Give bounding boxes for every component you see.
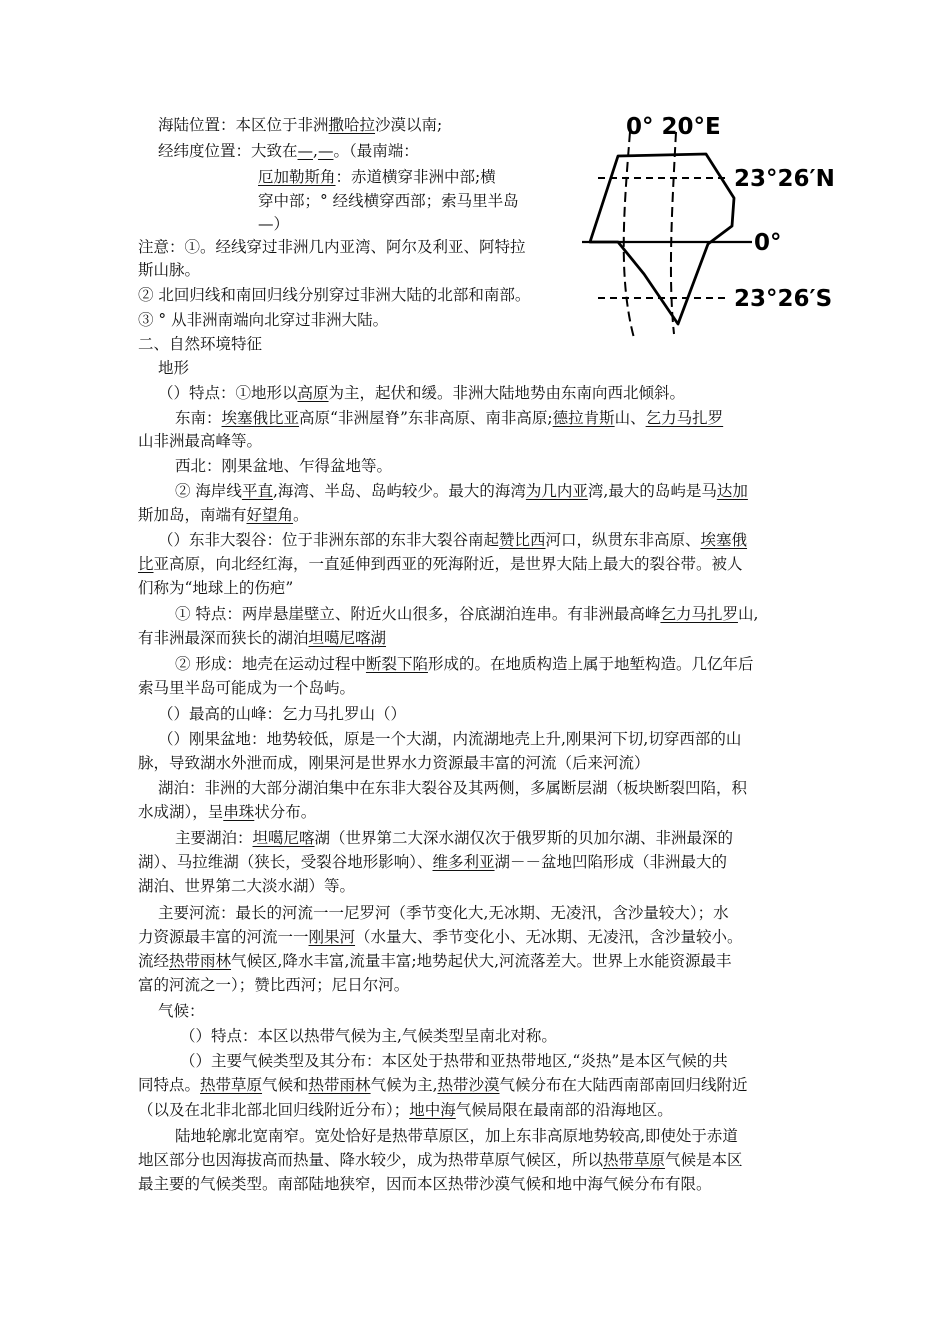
- rift-formation-cont: 索马里半岛可能成为一个岛屿。: [138, 679, 356, 697]
- climate-types-cont2: （以及在北非北部北回归线附近分布）；地中海气候局限在最南部的沿海地区。: [138, 1101, 673, 1119]
- rift-valley-cont2: 们称为“地球上的伤疤”: [138, 579, 294, 597]
- rift-formation: ② 形成：地壳在运动过程中断裂下陷形成的。在地质构造上属于地堑构造。几亿年后: [175, 655, 754, 673]
- terrain-heading: 地形: [158, 359, 190, 377]
- climate-feature: （）特点：本区以热带气候为主,气候类型呈南北对称。: [180, 1027, 557, 1045]
- climate-types-cont: 同特点。热带草原气候和热带雨林气候为主,热带沙漠气候分布在大陆西南部南回归线附近: [138, 1076, 748, 1094]
- meridian-20e-line: [671, 132, 676, 334]
- lakes-cont: 水成湖），呈串珠状分布。: [138, 803, 317, 821]
- line-somalia: —）: [258, 215, 290, 233]
- note-2: ② 北回归线和南回归线分别穿过非洲大陆的北部和南部。: [138, 286, 531, 304]
- main-lakes-cont: 湖）、马拉维湖（狭长，受裂谷地形影响）、维多利亚湖－－盆地凹陷形成（非洲最大的: [138, 853, 728, 871]
- sea-land-position: 海陆位置：本区位于非洲撒哈拉沙漠以南;: [158, 116, 443, 134]
- rift-feature-cont: 有非洲最深而狭长的湖泊坦噶尼喀湖: [138, 629, 387, 647]
- land-shape-cont2: 最主要的气候类型。南部陆地狭窄，因而本区热带沙漠气候和地中海气候分布有限。: [138, 1175, 712, 1193]
- main-rivers: 主要河流：最长的河流一一尼罗河（季节变化大,无冰期、无凌汛，含沙量较大）；水: [158, 904, 729, 922]
- tropic-n-label: 23°26′N: [734, 166, 835, 192]
- note-3: ③ ° 从非洲南端向北穿过非洲大陆。: [138, 311, 389, 329]
- coastline: ② 海岸线平直,海湾、半岛、岛屿较少。最大的海湾为几内亚湾,最大的岛屿是马达加: [175, 482, 748, 500]
- line-meridian: 穿中部；° 经线横穿西部；索马里半岛: [258, 192, 519, 210]
- africa-position-diagram: [578, 98, 840, 346]
- climate-heading: 气候：: [158, 1002, 205, 1020]
- note-1: 注意：①。经线穿过非洲几内亚湾、阿尔及利亚、阿特拉: [138, 238, 526, 256]
- climate-types: （）主要气候类型及其分布：本区处于热带和亚热带地区,“炎热”是本区气候的共: [180, 1052, 728, 1070]
- main-rivers-cont3: 富的河流之一）；赞比西河；尼日尔河。: [138, 976, 410, 994]
- coastline-cont: 斯加岛，南端有好望角。: [138, 506, 309, 524]
- section-heading: 二、自然环境特征: [138, 335, 263, 353]
- tropic-s-label: 23°26′S: [734, 286, 833, 312]
- main-lakes: 主要湖泊：坦噶尼喀湖（世界第二大深水湖仅次于俄罗斯的贝加尔湖、非洲最深的: [175, 829, 734, 847]
- land-shape-cont: 地区部分也因海拔高而热量、降水较少，成为热带草原气候区，所以热带草原气候是本区: [138, 1151, 743, 1169]
- lakes: 湖泊：非洲的大部分湖泊集中在东非大裂谷及其两侧，多属断层湖（板块断裂凹陷，积: [158, 779, 748, 797]
- rift-feature: ① 特点：两岸悬崖壁立、附近火山很多，谷底湖泊连串。有非洲最高峰乞力马扎罗山,: [175, 605, 759, 623]
- lat-lon-position: 经纬度位置：大致在—,—。（最南端：: [158, 142, 419, 160]
- congo-basin: （）刚果盆地：地势较低，原是一个大湖，内流湖地壳上升,刚果河下切,切穿西部的山: [158, 730, 742, 748]
- northwest-terrain: 西北：刚果盆地、乍得盆地等。: [175, 457, 393, 475]
- meridian-0-line: [624, 132, 634, 338]
- southern-cape-line: 厄加勒斯角：赤道横穿非洲中部;横: [258, 168, 496, 186]
- rift-valley-cont: 比亚高原，向北经红海，一直延伸到西亚的死海附近，是世界大陆上最大的裂谷带。被人: [138, 555, 743, 573]
- southeast-terrain: 东南：埃塞俄比亚高原“非洲屋脊”东非高原、南非高原;德拉肯斯山、乞力马扎罗: [175, 409, 724, 427]
- congo-basin-cont: 脉，导致湖水外泄而成，刚果河是世界水力资源最丰富的河流（后来河流）: [138, 754, 650, 772]
- equator-label: 0°: [754, 230, 782, 256]
- main-rivers-cont2: 流经热带雨林气候区,降水丰富,流量丰富;地势起伏大,河流落差大。世界上水能资源最丰: [138, 952, 732, 970]
- rift-valley: （）东非大裂谷：位于非洲东部的东非大裂谷南起赞比西河口，纵贯东非高原、埃塞俄: [158, 531, 748, 549]
- terrain-feature: （）特点：①地形以高原为主，起伏和缓。非洲大陆地势由东南向西北倾斜。: [158, 384, 686, 402]
- southeast-terrain-cont: 山非洲最高峰等。: [138, 432, 263, 450]
- main-rivers-cont: 力资源最丰富的河流一一刚果河（水量大、季节变化小、无冰期、无凌汛，含沙量较小。: [138, 928, 743, 946]
- highest-peak: （）最高的山峰：乞力马扎罗山（）: [158, 705, 407, 723]
- note-1-cont: 斯山脉。: [138, 261, 201, 279]
- longitude-label: 0° 20°E: [626, 114, 721, 140]
- main-lakes-cont2: 湖泊、世界第二大淡水湖）等。: [138, 877, 356, 895]
- land-shape: 陆地轮廓北宽南窄。宽处恰好是热带草原区，加上东非高原地势较高,即使处于赤道: [175, 1127, 738, 1145]
